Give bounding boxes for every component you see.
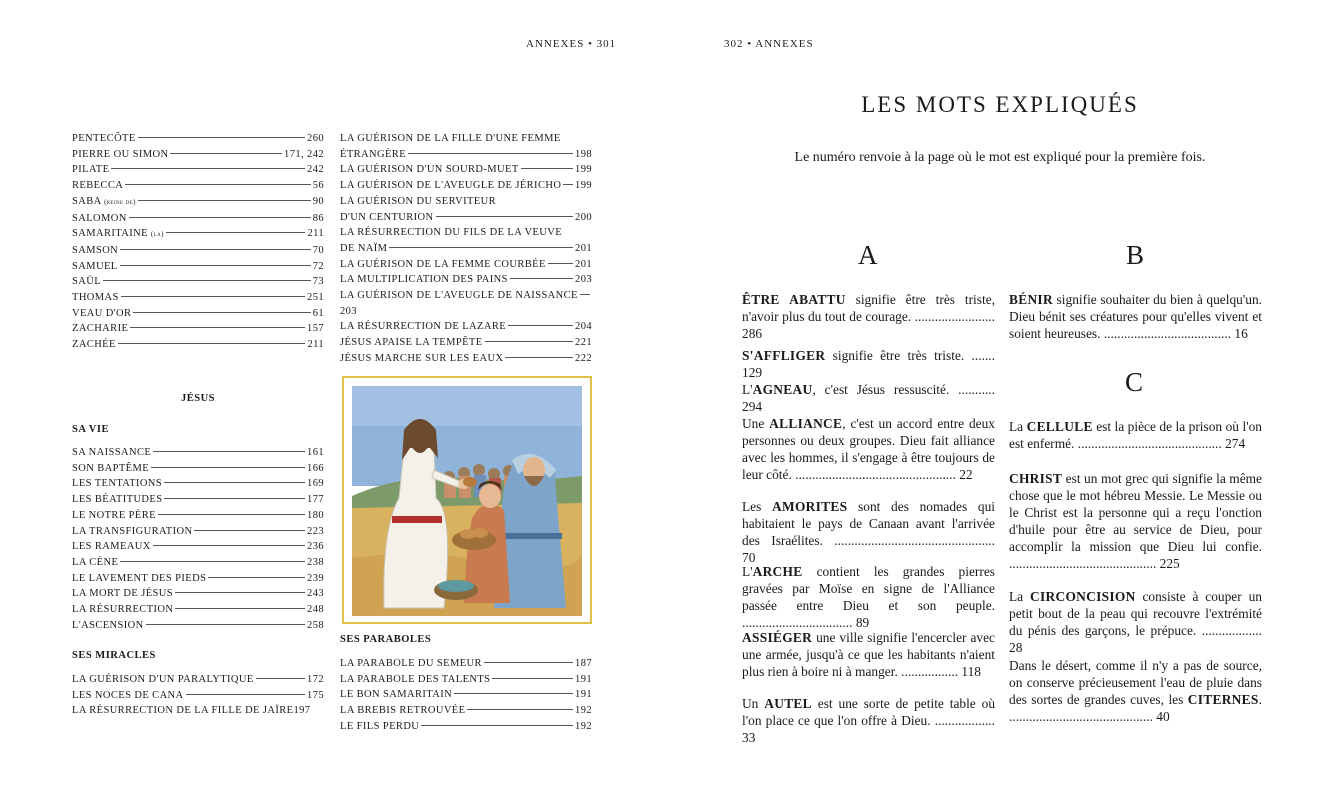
glossary-column-a: [742, 291, 995, 746]
index-entry: SON BAPTÊME 166: [72, 462, 324, 474]
index-entry: LA MULTIPLICATION DES PAINS 203: [340, 274, 592, 286]
index-entry: LES RAMEAUX 236: [72, 541, 324, 553]
index-entry-wrapped: LA RÉSURRECTION DU FILS DE LA VEUVE DE NAÏM 201: [340, 227, 592, 254]
section-heading-jesus: JÉSUS: [180, 393, 215, 404]
glossary-entry: ÊTRE ABATTU signifie être très triste, n'avoir plus du tout de courage. ........................ 286: [742, 292, 995, 341]
index-entry: ZACHARIE 157: [72, 323, 324, 335]
section-heading-ses-miracles: SES MIRACLES: [72, 650, 156, 661]
page-subtitle: Le numéro renvoie à la page où le mot est expliqué pour la première fois.: [794, 150, 1206, 165]
letter-heading-a: A: [858, 240, 878, 270]
index-entry: LA GUÉRISON D'UN SOURD-MUET 199: [340, 164, 592, 176]
index-entry: LA GUÉRISON D'UN PARALYTIQUE 172: [72, 674, 324, 685]
index-entry: THOMAS 251: [72, 292, 324, 304]
index-entry-wrapped: LA GUÉRISON DU SERVITEUR D'UN CENTURION 200: [340, 195, 592, 223]
index-entry: JÉSUS MARCHE SUR LES EAUX 222: [340, 352, 592, 364]
index-entry: LE LAVEMENT DES PIEDS 239: [72, 572, 324, 584]
index-list-sa-vie: [72, 445, 324, 633]
index-entry: LA RÉSURRECTION DE LA FILLE DE JAÏRE 197: [72, 705, 311, 717]
glossary-entry: L'AGNEAU, c'est Jésus ressuscité. ........... 294: [742, 382, 995, 414]
index-entry: VEAU D'OR 61: [72, 307, 324, 319]
section-heading-ses-paraboles: SES PARABOLES: [340, 634, 432, 645]
index-entry-wrapped: LA GUÉRISON DE LA FILLE D'UNE FEMME ÉTRANGÈRE 198: [340, 133, 592, 160]
index-entry: LA RÉSURRECTION DE LAZARE 204: [340, 321, 592, 333]
index-entry: PILATE 242: [72, 164, 324, 176]
index-entry: LES TENTATIONS 169: [72, 478, 324, 490]
index-entry: SAMUEL 72: [72, 260, 324, 272]
index-list-characters: [72, 131, 324, 353]
index-entry: SALOMON 86: [72, 212, 324, 224]
page-title: LES MOTS EXPLIQUÉS: [861, 92, 1139, 117]
index-entry: LA GUÉRISON DE LA FEMME COURBÉE 201: [340, 258, 592, 270]
index-entry: LA MORT DE JÉSUS 243: [72, 588, 324, 600]
index-entry: LE BON SAMARITAIN 191: [340, 689, 592, 701]
index-entry: L'ASCENSION 258: [72, 619, 324, 631]
glossary-column-b: [1009, 291, 1262, 342]
index-entry: REBECCA 56: [72, 180, 324, 192]
glossary-entry: L'ARCHE contient les grandes pierres gravées par Moïse en signe de l'Alliance passée entre Dieu et son peuple. ................................. 89: [742, 564, 995, 630]
index-entry: LA RÉSURRECTION 248: [72, 604, 324, 616]
index-entry: LE NOTRE PÈRE 180: [72, 509, 324, 521]
glossary-entry: Une ALLIANCE, c'est un accord entre deux personnes ou deux groupes. Dieu fait alliance avec les hommes, il s'engage à être toujours de leur côté. ................................................ 22: [742, 416, 995, 482]
index-entry: LE FILS PERDU 192: [340, 720, 592, 732]
index-entry: LA PARABOLE DU SEMEUR 187: [340, 658, 592, 669]
index-list-miracles-continued: [340, 131, 592, 367]
glossary-entry: S'AFFLIGER signifie être très triste. ....... 129: [742, 348, 995, 380]
index-entry: ZACHÉE 211: [72, 339, 324, 351]
index-list-ses-paraboles: [340, 656, 592, 735]
letter-heading-c: C: [1125, 367, 1144, 397]
running-head-left: ANNEXES • 301: [526, 38, 617, 50]
index-entry: SA NAISSANCE 161: [72, 447, 324, 458]
glossary-entry: Les AMORITES sont des nomades qui habitaient le pays de Canaan avant l'arrivée des Israélites. ................................................ 70: [742, 499, 995, 565]
glossary-entry: La CELLULE est la pièce de la prison où l'on est enfermé. ........................................... 274: [1009, 419, 1262, 451]
index-entry: LES NOCES DE CANA 175: [72, 689, 324, 701]
index-entry: LA BREBIS RETROUVÉE 192: [340, 705, 592, 717]
index-entry: SAÜL 73: [72, 276, 324, 288]
index-entry-wrapped: LA GUÉRISON DE L'AVEUGLE DE NAISSANCE 203: [340, 288, 592, 319]
index-list-ses-miracles: [72, 672, 324, 719]
glossary-entry: CHRIST est un mot grec qui signifie la même chose que le mot hébreu Messie. Le Messie ou le Christ est la personne qui a reçu l'onction d'huile pour être au service de Dieu, pour accomplir la mission que Dieu lui confie. ............................................ 225: [1009, 471, 1262, 571]
index-entry: JÉSUS APAISE LA TEMPÊTE 221: [340, 337, 592, 349]
index-entry: PENTECÔTE 260: [72, 133, 324, 144]
glossary-entry: ASSIÉGER une ville signifie l'encercler avec une armée, jusqu'à ce que les habitants n'aient plus rien à boire ni à manger. ................. 118: [742, 630, 995, 679]
index-entry: LES BÉATITUDES 177: [72, 494, 324, 506]
illustration-multiplication-of-loaves: [342, 376, 592, 624]
glossary-entry: Dans le désert, comme il n'y a pas de source, on conserve précieusement l'eau de pluie dans des sortes de grandes cuves, les CITERNES. ........................................... 40: [1009, 658, 1262, 724]
index-entry: LA GUÉRISON DE L'AVEUGLE DE JÉRICHO 199: [340, 180, 592, 192]
glossary-entry: La CIRCONCISION consiste à couper un petit bout de la peau qui recouvre l'extrémité du pénis des garçons, le prépuce. .................. 28: [1009, 589, 1262, 655]
index-entry: SAMSON 70: [72, 244, 324, 256]
glossary-entry: BÉNIR signifie souhaiter du bien à quelqu'un. Dieu bénit ses créatures pour qu'elles vivent et soient heureuses. ...................................... 16: [1009, 292, 1262, 341]
index-entry: LA CÈNE 238: [72, 556, 324, 568]
letter-heading-b: B: [1126, 240, 1145, 270]
index-entry: SAMARITAINE (la) 211: [72, 228, 324, 240]
section-heading-sa-vie: SA VIE: [72, 424, 109, 435]
running-head-right: 302 • ANNEXES: [724, 38, 814, 50]
glossary-entry: Un AUTEL est une sorte de petite table où l'on place ce que l'on offre à Dieu. .................. 33: [742, 696, 996, 745]
index-entry: SABA (reine de) 90: [72, 195, 324, 207]
index-entry: PIERRE OU SIMON 171, 242: [72, 148, 324, 160]
illustration-drawing: [344, 378, 590, 622]
index-entry: LA PARABOLE DES TALENTS 191: [340, 673, 592, 685]
glossary-column-c: [1009, 418, 1262, 725]
index-entry: LA TRANSFIGURATION 223: [72, 525, 324, 537]
